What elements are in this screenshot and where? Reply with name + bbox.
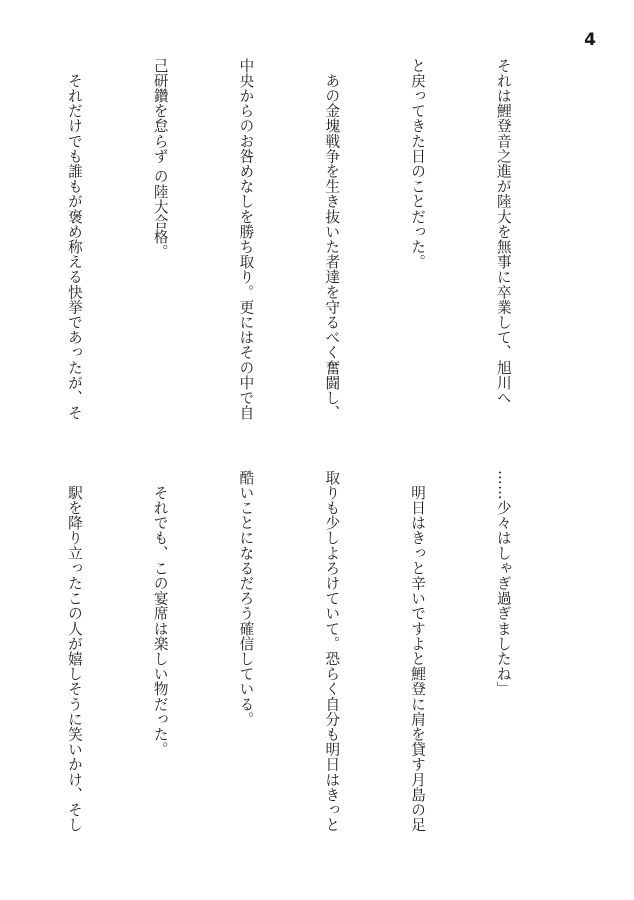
text-line: それは鯉登音之進が陸大を無事に卒業して、旭川へ — [494, 58, 512, 406]
page-number: 4 — [584, 30, 596, 50]
text-line: 取りも少しよろけていて。恐らく自分も明日はきっと — [323, 470, 341, 833]
text-line: と戻ってきた日のことだった。 — [409, 58, 427, 270]
text-line: 酷いことになるだろう確信している。 — [237, 470, 255, 727]
text-line: あの金塊戦争を生き抜いた者達を守るべく奮闘し、 — [323, 58, 341, 421]
main-text-top-block — [0, 58, 574, 458]
text-line: ……少々はしゃぎ過ぎましたね」 — [494, 470, 512, 697]
main-text-bottom-block — [0, 470, 574, 850]
text-line: 己研鑽を怠らず の陸大合格。 — [151, 58, 169, 260]
text-line: それでも、この宴席は楽しい物だった。 — [151, 470, 169, 757]
text-line: 駅を降り立ったこの人が嬉しそうに笑いかけ、そし — [65, 470, 83, 833]
text-line — [0, 58, 2, 458]
text-line: 中央からのお咎めなしを勝ち取り。更にはその中で自 — [237, 58, 255, 421]
text-line — [0, 470, 2, 850]
text-line: 明日はきっと辛いですよと鯉登に肩を貸す月島の足 — [409, 470, 427, 833]
text-line: それだけでも誰もが褒め称える快挙であったが、そ — [65, 58, 83, 421]
